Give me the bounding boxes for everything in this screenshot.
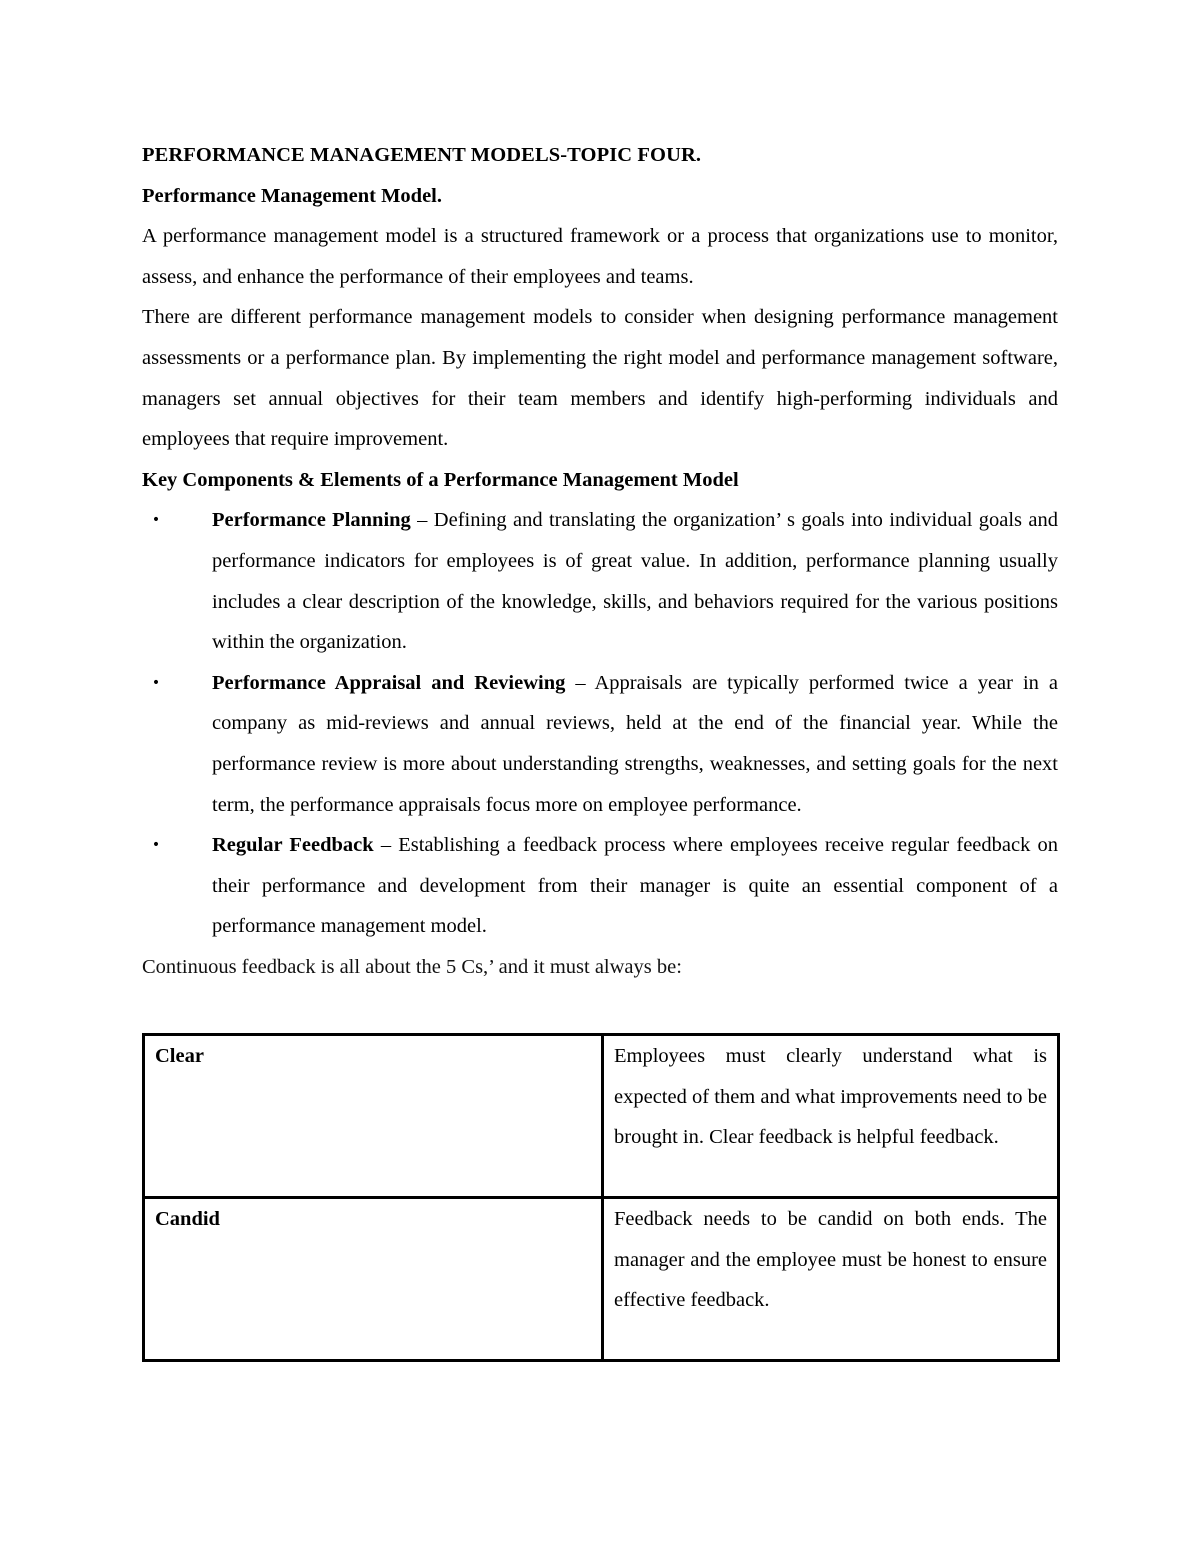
bullet-text: – Defining and translating the organization’ s goals into individual goals and performance indicators for employees is of great value. In addition, performance planning usually includes a clear description of the knowledge, skills, and behaviors required for the various positions within the organization. [212, 509, 1058, 654]
definition-paragraph: A performance management model is a structured framework or a process that organizations use to monitor, assess, and enhance the performance of their employees and teams. [142, 225, 1058, 288]
five-cs-table [142, 1033, 1060, 1362]
list-item [142, 825, 1058, 947]
bullet-term: Performance Planning [212, 509, 411, 532]
models-paragraph: There are different performance management models to consider when designing performance management assessments or a performance plan. By implementing the right model and performance management software, managers set annual objectives for their team members and identify high-performing individuals and employees that require improvement. [142, 306, 1058, 451]
bullet-term: Performance Appraisal and Reviewing [212, 671, 566, 694]
bullet-icon: • [151, 674, 161, 691]
list-item [142, 500, 1058, 662]
table-cell-description: Employees must clearly understand what is expected of them and what improvements need to be brought in. Clear feedback is helpful feedback. [603, 1035, 1059, 1198]
document-title: PERFORMANCE MANAGEMENT MODELS-TOPIC FOUR. [142, 144, 702, 166]
table-row [144, 1035, 1059, 1198]
list-item [142, 663, 1058, 825]
components-heading: Key Components & Elements of a Performance Management Model [142, 468, 739, 491]
bullet-text: – Establishing a feedback process where employees receive regular feedback on their performance and development from their manager is quite an essential component of a performance management model. [212, 834, 1058, 938]
section-heading: Performance Management Model. [142, 184, 442, 207]
bullet-icon: • [151, 512, 161, 529]
table-cell-term: Candid [144, 1198, 603, 1361]
bullet-term: Regular Feedback [212, 834, 374, 857]
table-cell-description: Feedback needs to be candid on both ends. The manager and the employee must be honest to ensure effective feedback. [603, 1198, 1059, 1361]
five-cs-intro: Continuous feedback is all about the 5 Cs,’ and it must always be: [142, 955, 682, 978]
table-row [144, 1198, 1059, 1361]
bullet-icon: • [151, 837, 161, 854]
components-list [142, 500, 1058, 947]
bullet-text: – Appraisals are typically performed twice a year in a company as mid-reviews and annual reviews, held at the end of the financial year. While the performance review is more about understanding strengths, weaknesses, and setting goals for the next term, the performance appraisals focus more on employee performance. [212, 671, 1059, 816]
document-body [142, 135, 1058, 987]
table-cell-term: Clear [144, 1035, 603, 1198]
